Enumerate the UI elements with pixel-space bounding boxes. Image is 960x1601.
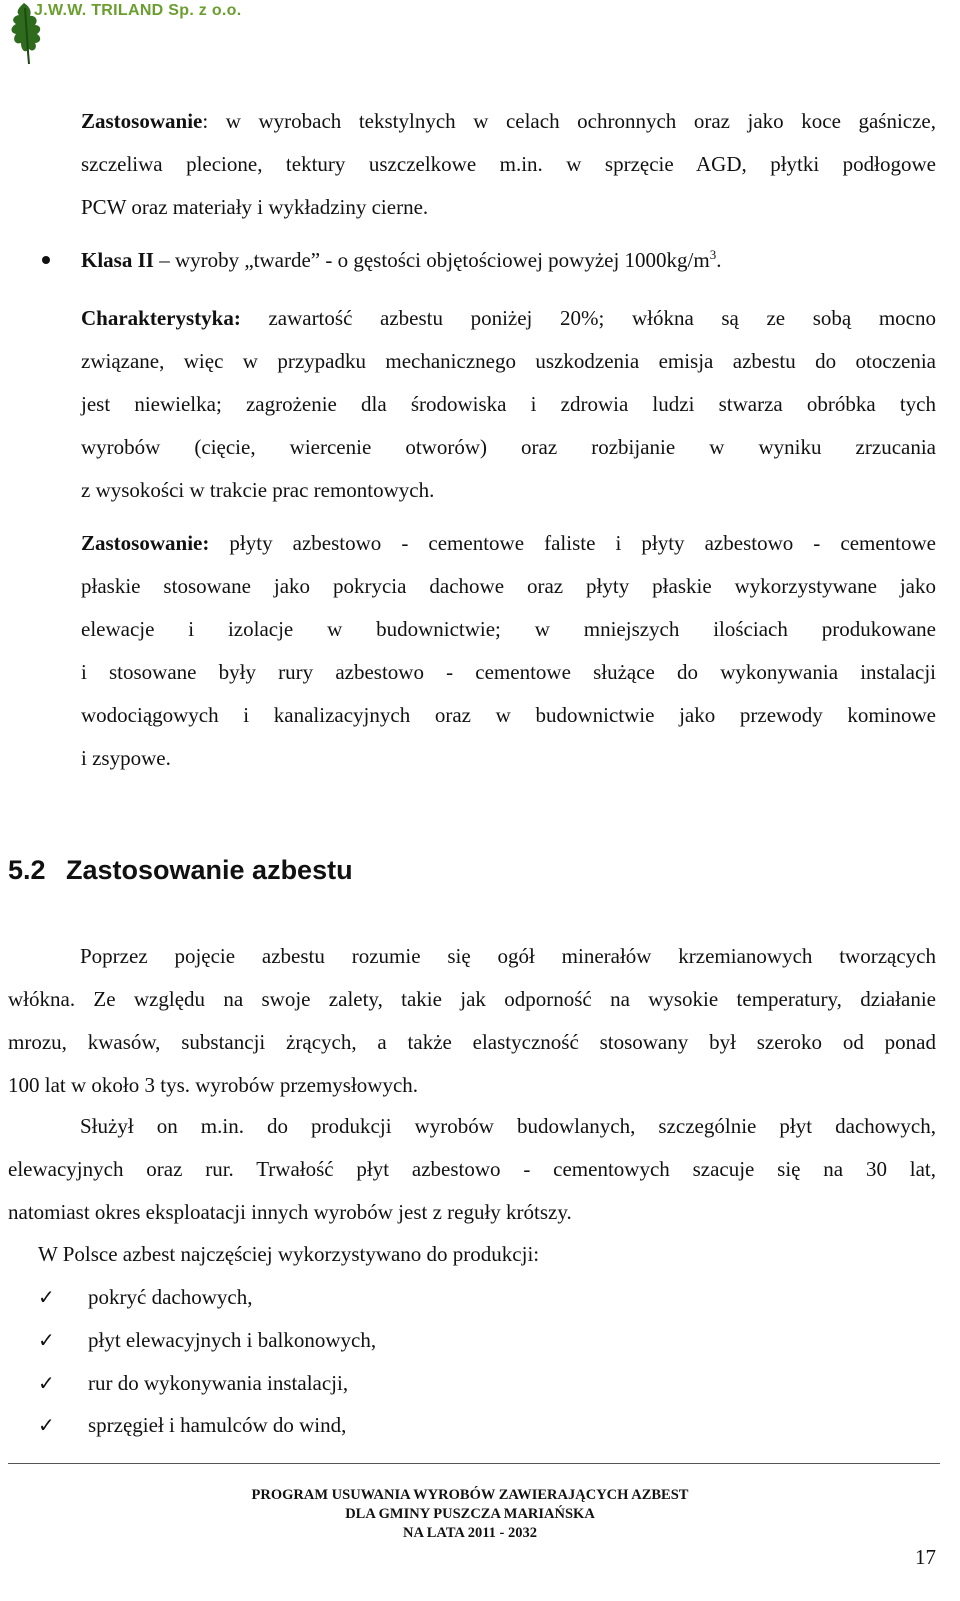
charakterystyka-label: Charakterystyka: xyxy=(81,306,241,330)
text-line: PCW oraz materiały i wykładziny cierne. xyxy=(81,195,429,219)
azbest-paragraph-2 xyxy=(8,1105,936,1234)
check-item-label: płyt elewacyjnych i balkonowych, xyxy=(88,1328,377,1352)
check-item-label: rur do wykonywania instalacji, xyxy=(88,1371,349,1395)
azbest-paragraph-1 xyxy=(8,935,936,1107)
text-line: Służył on m.in. do produkcji wyrobów budowlanych, szczególnie płyt dachowych, xyxy=(80,1114,936,1138)
text-line: : w wyrobach tekstylnych w celach ochronnych oraz jako koce gaśnicze, xyxy=(202,109,936,133)
text-line: wyrobów (cięcie, wiercenie otworów) oraz rozbijanie w wyniku zrzucania xyxy=(81,435,936,459)
klasa-end: . xyxy=(716,248,722,272)
charakterystyka-paragraph xyxy=(81,297,936,512)
bullet-icon xyxy=(42,256,50,264)
text-line: zawartość azbestu poniżej 20%; włókna są ze sobą mocno xyxy=(240,306,936,330)
text-line: Poprzez pojęcie azbestu rozumie się ogół minerałów krzemianowych tworzących xyxy=(80,944,936,968)
check-icon: ✓ xyxy=(38,1371,55,1395)
check-item-label: sprzęgieł i hamulców do wind, xyxy=(88,1413,347,1437)
footer-title-line-3: NA LATA 2011 - 2032 xyxy=(402,1525,537,1541)
footer-divider xyxy=(8,1463,940,1464)
check-list-item xyxy=(38,1325,376,1355)
check-list-item xyxy=(38,1410,346,1440)
check-item-label: pokryć dachowych, xyxy=(88,1285,253,1309)
section-title: Zastosowanie azbestu xyxy=(66,855,353,885)
klasa-text: – wyroby „twarde” - o gęstości objętościowej powyżej 1000kg/m xyxy=(153,248,710,272)
zastosowanie-label: Zastosowanie: xyxy=(81,531,210,555)
superscript: 3 xyxy=(709,247,717,262)
check-list-item xyxy=(38,1282,252,1312)
text-line: płyty azbestowo - cementowe faliste i płyty azbestowo - cementowe xyxy=(209,531,936,555)
text-line: elewacyjnych oraz rur. Trwałość płyt azbestowo - cementowych szacuje się na 30 lat, xyxy=(8,1157,936,1181)
zastosowanie-label: Zastosowanie xyxy=(81,109,203,133)
page-header xyxy=(0,0,960,70)
text-line: włókna. Ze względu na swoje zalety, takie jak odporność na wysokie temperatury, działanie xyxy=(8,987,936,1011)
text-line: i stosowane były rury azbestowo - cementowe służące do wykonywania instalacji xyxy=(81,660,936,684)
text-line: W Polsce azbest najczęściej wykorzystywano do produkcji: xyxy=(38,1242,540,1266)
text-line: i zsypowe. xyxy=(81,746,171,770)
text-line: 100 lat w około 3 tys. wyrobów przemysłowych. xyxy=(8,1073,419,1097)
check-icon: ✓ xyxy=(38,1328,55,1352)
zastosowanie-paragraph-2 xyxy=(81,522,936,780)
company-name: J.W.W. TRILAND Sp. z o.o. xyxy=(34,2,242,19)
page-number: 17 xyxy=(915,1545,936,1569)
text-line: mrozu, kwasów, substancji żrących, a także elastyczność stosowany był szeroko od ponad xyxy=(8,1030,936,1054)
footer-title-line-1: PROGRAM USUWANIA WYROBÓW ZAWIERAJĄCYCH AZBEST xyxy=(251,1487,689,1503)
section-heading xyxy=(8,855,353,886)
check-list-item xyxy=(38,1368,348,1398)
text-line: natomiast okres eksploatacji innych wyrobów jest z reguły krótszy. xyxy=(8,1200,572,1224)
text-line: z wysokości w trakcie prac remontowych. xyxy=(81,478,435,502)
text-line: płaskie stosowane jako pokrycia dachowe oraz płyty płaskie wykorzystywane jako xyxy=(81,574,936,598)
text-line: elewacje i izolacje w budownictwie; w mniejszych ilościach produkowane xyxy=(81,617,936,641)
zastosowanie-paragraph-1 xyxy=(81,100,936,229)
footer-title-line-2: DLA GMINY PUSZCZA MARIAŃSKA xyxy=(345,1506,595,1522)
text-line: szczeliwa plecione, tektury uszczelkowe m.in. w sprzęcie AGD, płytki podłogowe xyxy=(81,152,936,176)
klasa-ii-item xyxy=(81,244,721,276)
section-number: 5.2 xyxy=(8,855,46,885)
check-icon: ✓ xyxy=(38,1285,55,1309)
text-line: jest niewielka; zagrożenie dla środowiska i zdrowia ludzi stwarza obróbka tych xyxy=(81,392,936,416)
azbest-paragraph-3 xyxy=(38,1233,938,1276)
text-line: wodociągowych i kanalizacyjnych oraz w budownictwie jako przewody kominowe xyxy=(81,703,936,727)
text-line: związane, więc w przypadku mechanicznego uszkodzenia emisja azbestu do otoczenia xyxy=(81,349,936,373)
klasa-label: Klasa II xyxy=(81,248,154,272)
check-icon: ✓ xyxy=(38,1413,55,1437)
